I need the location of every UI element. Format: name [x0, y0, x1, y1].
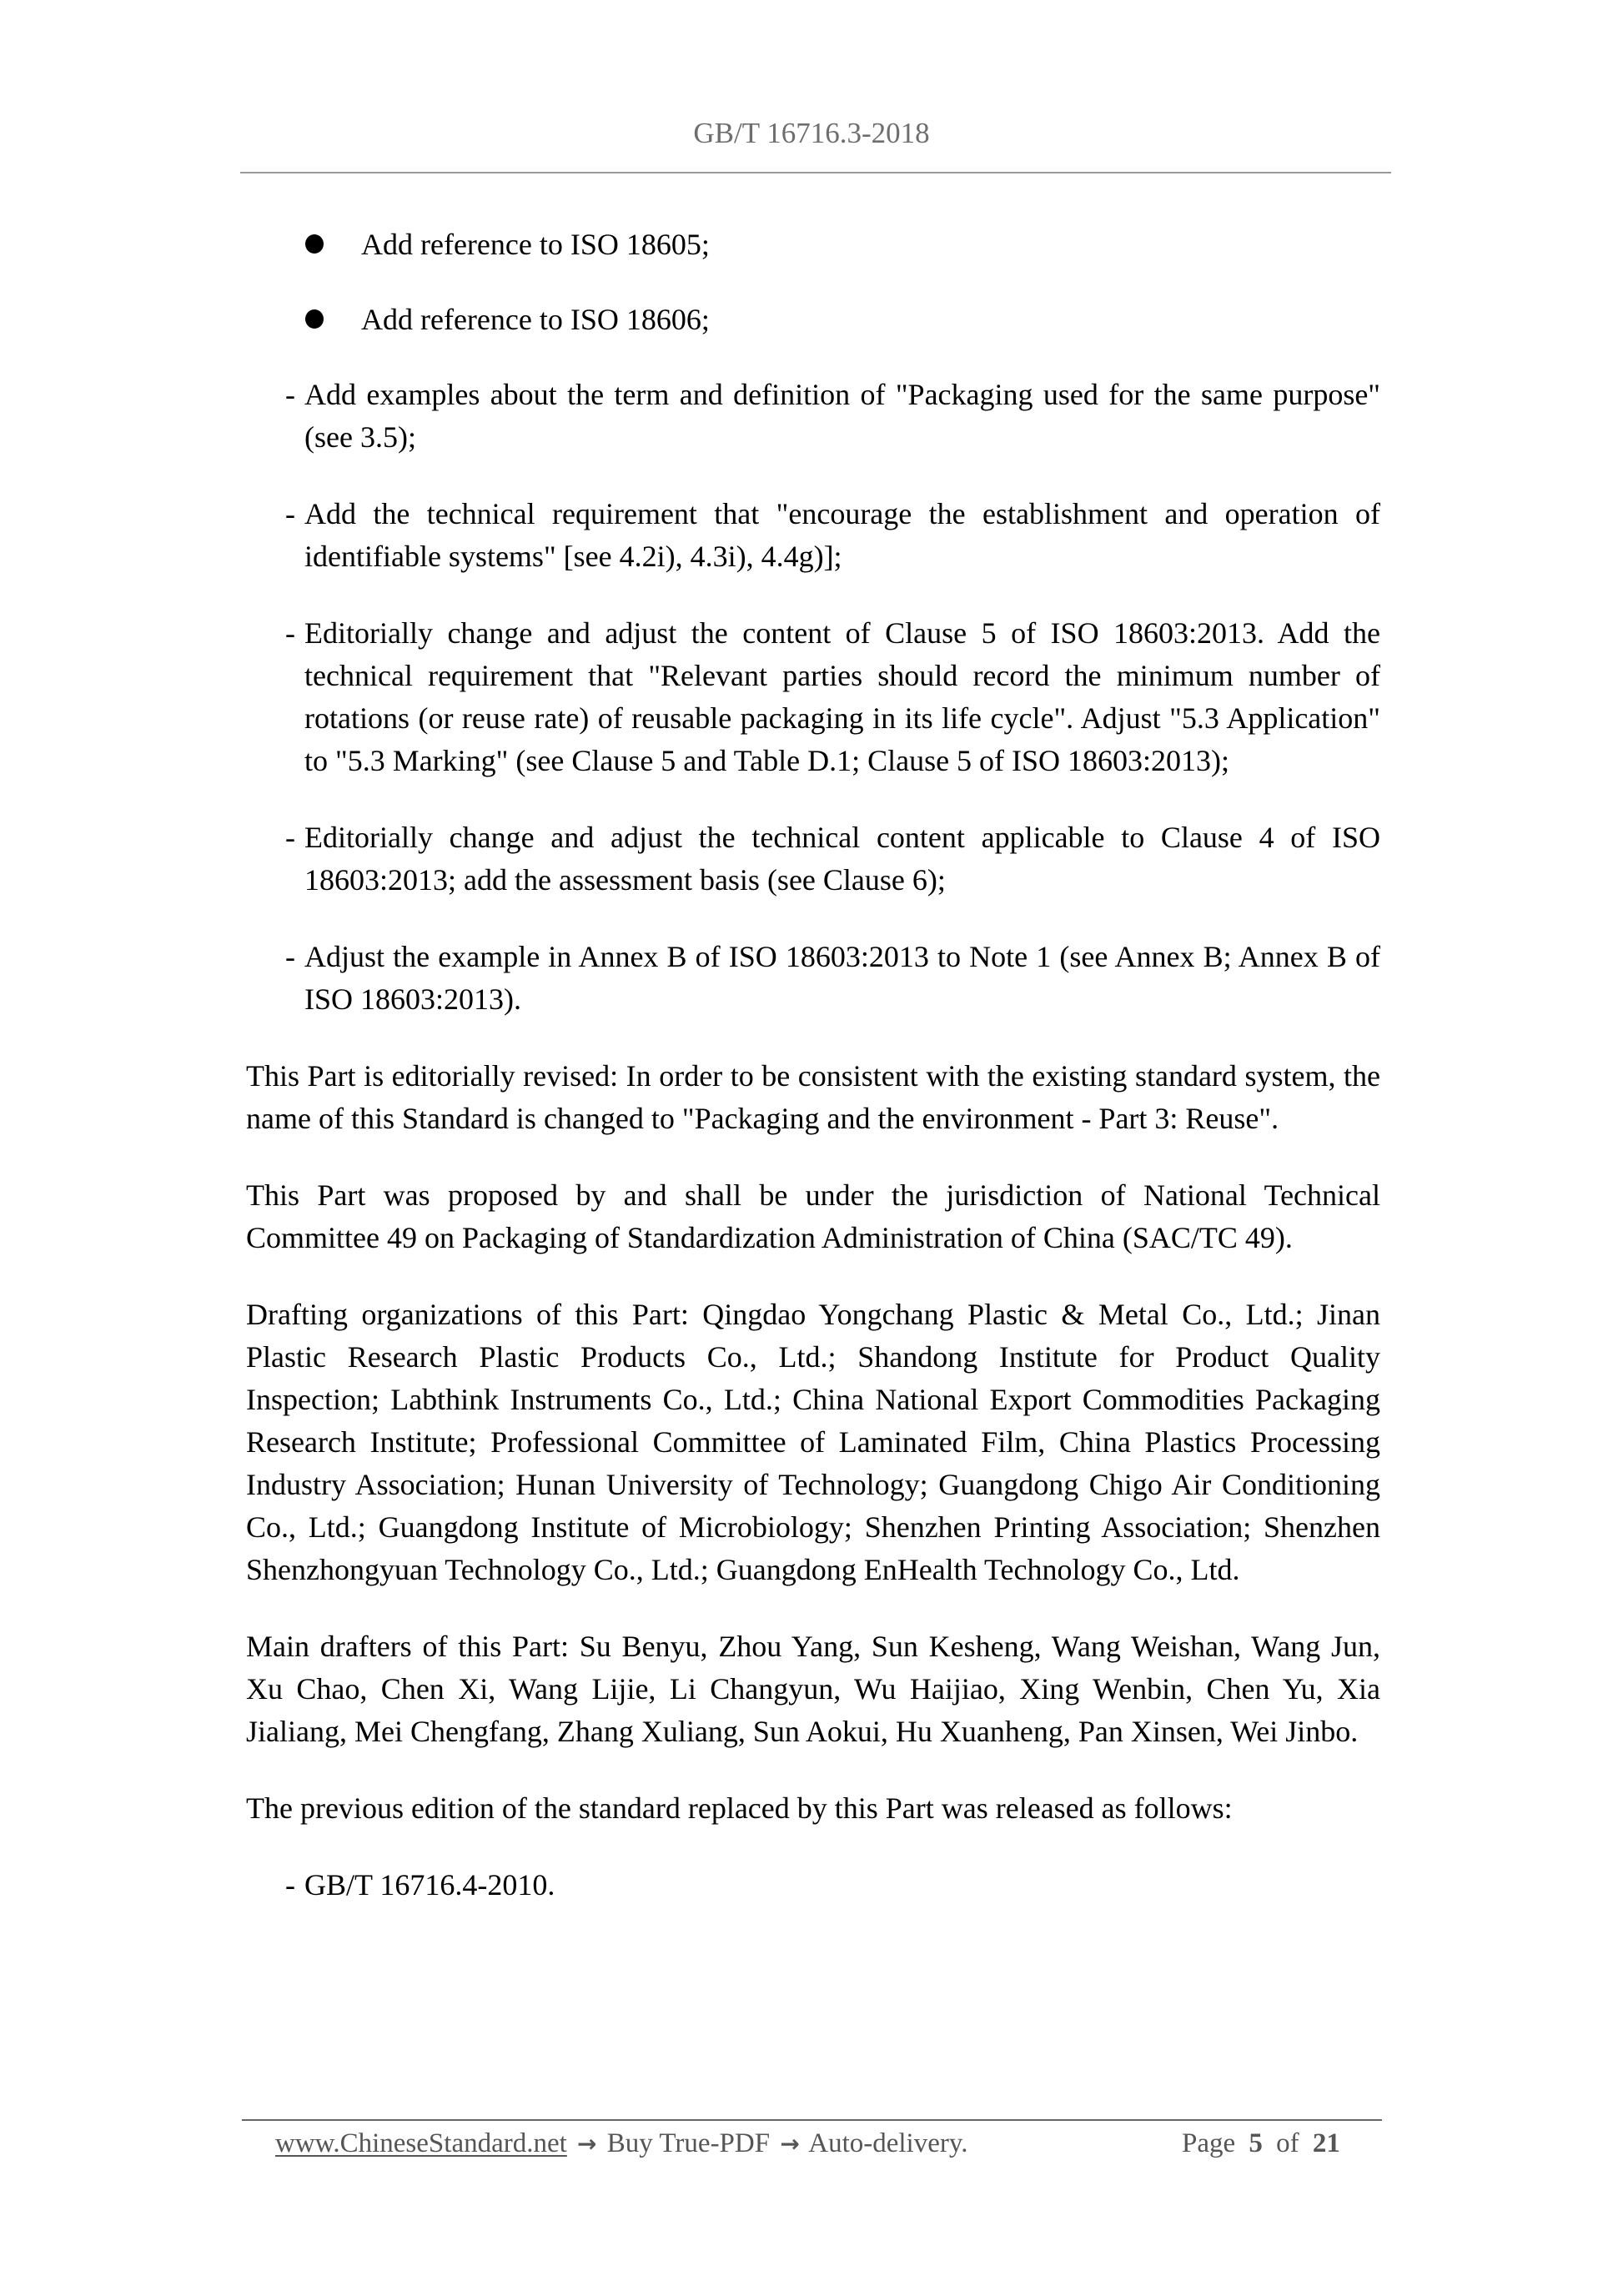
website-link[interactable]: www.ChineseStandard.net [275, 2128, 567, 2158]
total-page-count: 21 [1312, 2128, 1340, 2158]
change-item [246, 936, 1380, 1021]
bullet-text: Add reference to ISO 18606; [361, 303, 710, 336]
bullet-text: Add reference to ISO 18605; [361, 228, 710, 261]
page-label: Page [1182, 2128, 1236, 2158]
footer-step-buy: Buy True-PDF [606, 2128, 771, 2158]
footer-divider [242, 2119, 1382, 2121]
change-item-text: Add the technical requirement that "encourage the establishment and operation of identifiable systems" [see 4.2i), 4.3i), 4.4g)]; [304, 497, 1380, 573]
change-item [246, 612, 1380, 782]
of-label: of [1276, 2128, 1299, 2158]
bullet-dot-icon [305, 234, 324, 254]
change-item [246, 816, 1380, 902]
document-body [246, 224, 1380, 1941]
change-item-text: Editorially change and adjust the technical content applicable to Clause 4 of ISO 18603:2013; add the assessment basis (see Clause 6); [304, 821, 1380, 897]
current-page-number: 5 [1249, 2128, 1263, 2158]
page-footer [275, 2127, 1359, 2161]
previous-edition-item [246, 1864, 1380, 1907]
dash-marker: - [285, 940, 295, 973]
bullet-item [246, 299, 1380, 341]
footer-step-delivery: Auto-delivery. [808, 2128, 968, 2158]
change-item-text: Editorially change and adjust the content of Clause 5 of ISO 18603:2013. Add the technical requirement that "Relevant parties should record the minimum number of rotations (or reuse rate) of reusable packaging in its life cycle". Adjust "5.3 Application" to "5.3 Marking" (see Clause 5 and Table D.1; Clause 5 of ISO 18603:2013); [304, 616, 1380, 777]
change-item-text: Add examples about the term and definition of "Packaging used for the same purpose" (see 3.5); [304, 378, 1380, 454]
page-header-title: GB/T 16716.3-2018 [693, 117, 930, 149]
drafting-organizations-paragraph: Drafting organizations of this Part: Qingdao Yongchang Plastic & Metal Co., Ltd.; Jinan Plastic Research Plastic Products Co., Ltd.; Shandong Institute for Product Quality Inspection; Labthink Instruments Co., Ltd.; China National Export Commodities Packaging Research Institute; Professional Committee of Laminated Film, China Plastics Processing Industry Association; Hunan University of Technology; Guangdong Chigo Air Conditioning Co., Ltd.; Guangdong Institute of Microbiology; Shenzhen Printing Association; Shenzhen Shenzhongyuan Technology Co., Ltd.; Guangdong EnHealth Technology Co., Ltd. [246, 1298, 1380, 1586]
arrow-right-icon: → [780, 2130, 800, 2158]
previous-edition-text: GB/T 16716.4-2010. [304, 1868, 555, 1902]
dash-marker: - [285, 497, 295, 530]
dash-marker: - [285, 1868, 295, 1902]
dash-marker: - [285, 821, 295, 854]
bullet-item [246, 224, 1380, 266]
header-divider [240, 172, 1391, 173]
dash-marker: - [285, 616, 295, 650]
previous-edition-paragraph: The previous edition of the standard replaced by this Part was released as follows: [246, 1791, 1233, 1825]
editorial-revision-paragraph: This Part is editorially revised: In order to be consistent with the existing standard system, the name of this Standard is changed to "Packaging and the environment - Part 3: Reuse". [246, 1059, 1380, 1135]
jurisdiction-paragraph: This Part was proposed by and shall be under the jurisdiction of National Technical Committee 49 on Packaging of Standardization Administration of China (SAC/TC 49). [246, 1178, 1380, 1254]
page-number [1182, 2127, 1347, 2160]
dash-marker: - [285, 378, 295, 411]
bullet-dot-icon [305, 309, 324, 329]
change-item-text: Adjust the example in Annex B of ISO 18603:2013 to Note 1 (see Annex B; Annex B of ISO 18603:2013). [304, 940, 1380, 1016]
change-item [246, 374, 1380, 459]
main-drafters-paragraph: Main drafters of this Part: Su Benyu, Zhou Yang, Sun Kesheng, Wang Weishan, Wang Jun, Xu Chao, Chen Xi, Wang Lijie, Li Changyun, Wu Haijiao, Xing Wenbin, Chen Yu, Xia Jialiang, Mei Chengfang, Zhang Xuliang, Sun Aokui, Hu Xuanheng, Pan Xinsen, Wei Jinbo. [246, 1630, 1380, 1748]
change-item [246, 493, 1380, 578]
arrow-right-icon: → [577, 2130, 597, 2158]
